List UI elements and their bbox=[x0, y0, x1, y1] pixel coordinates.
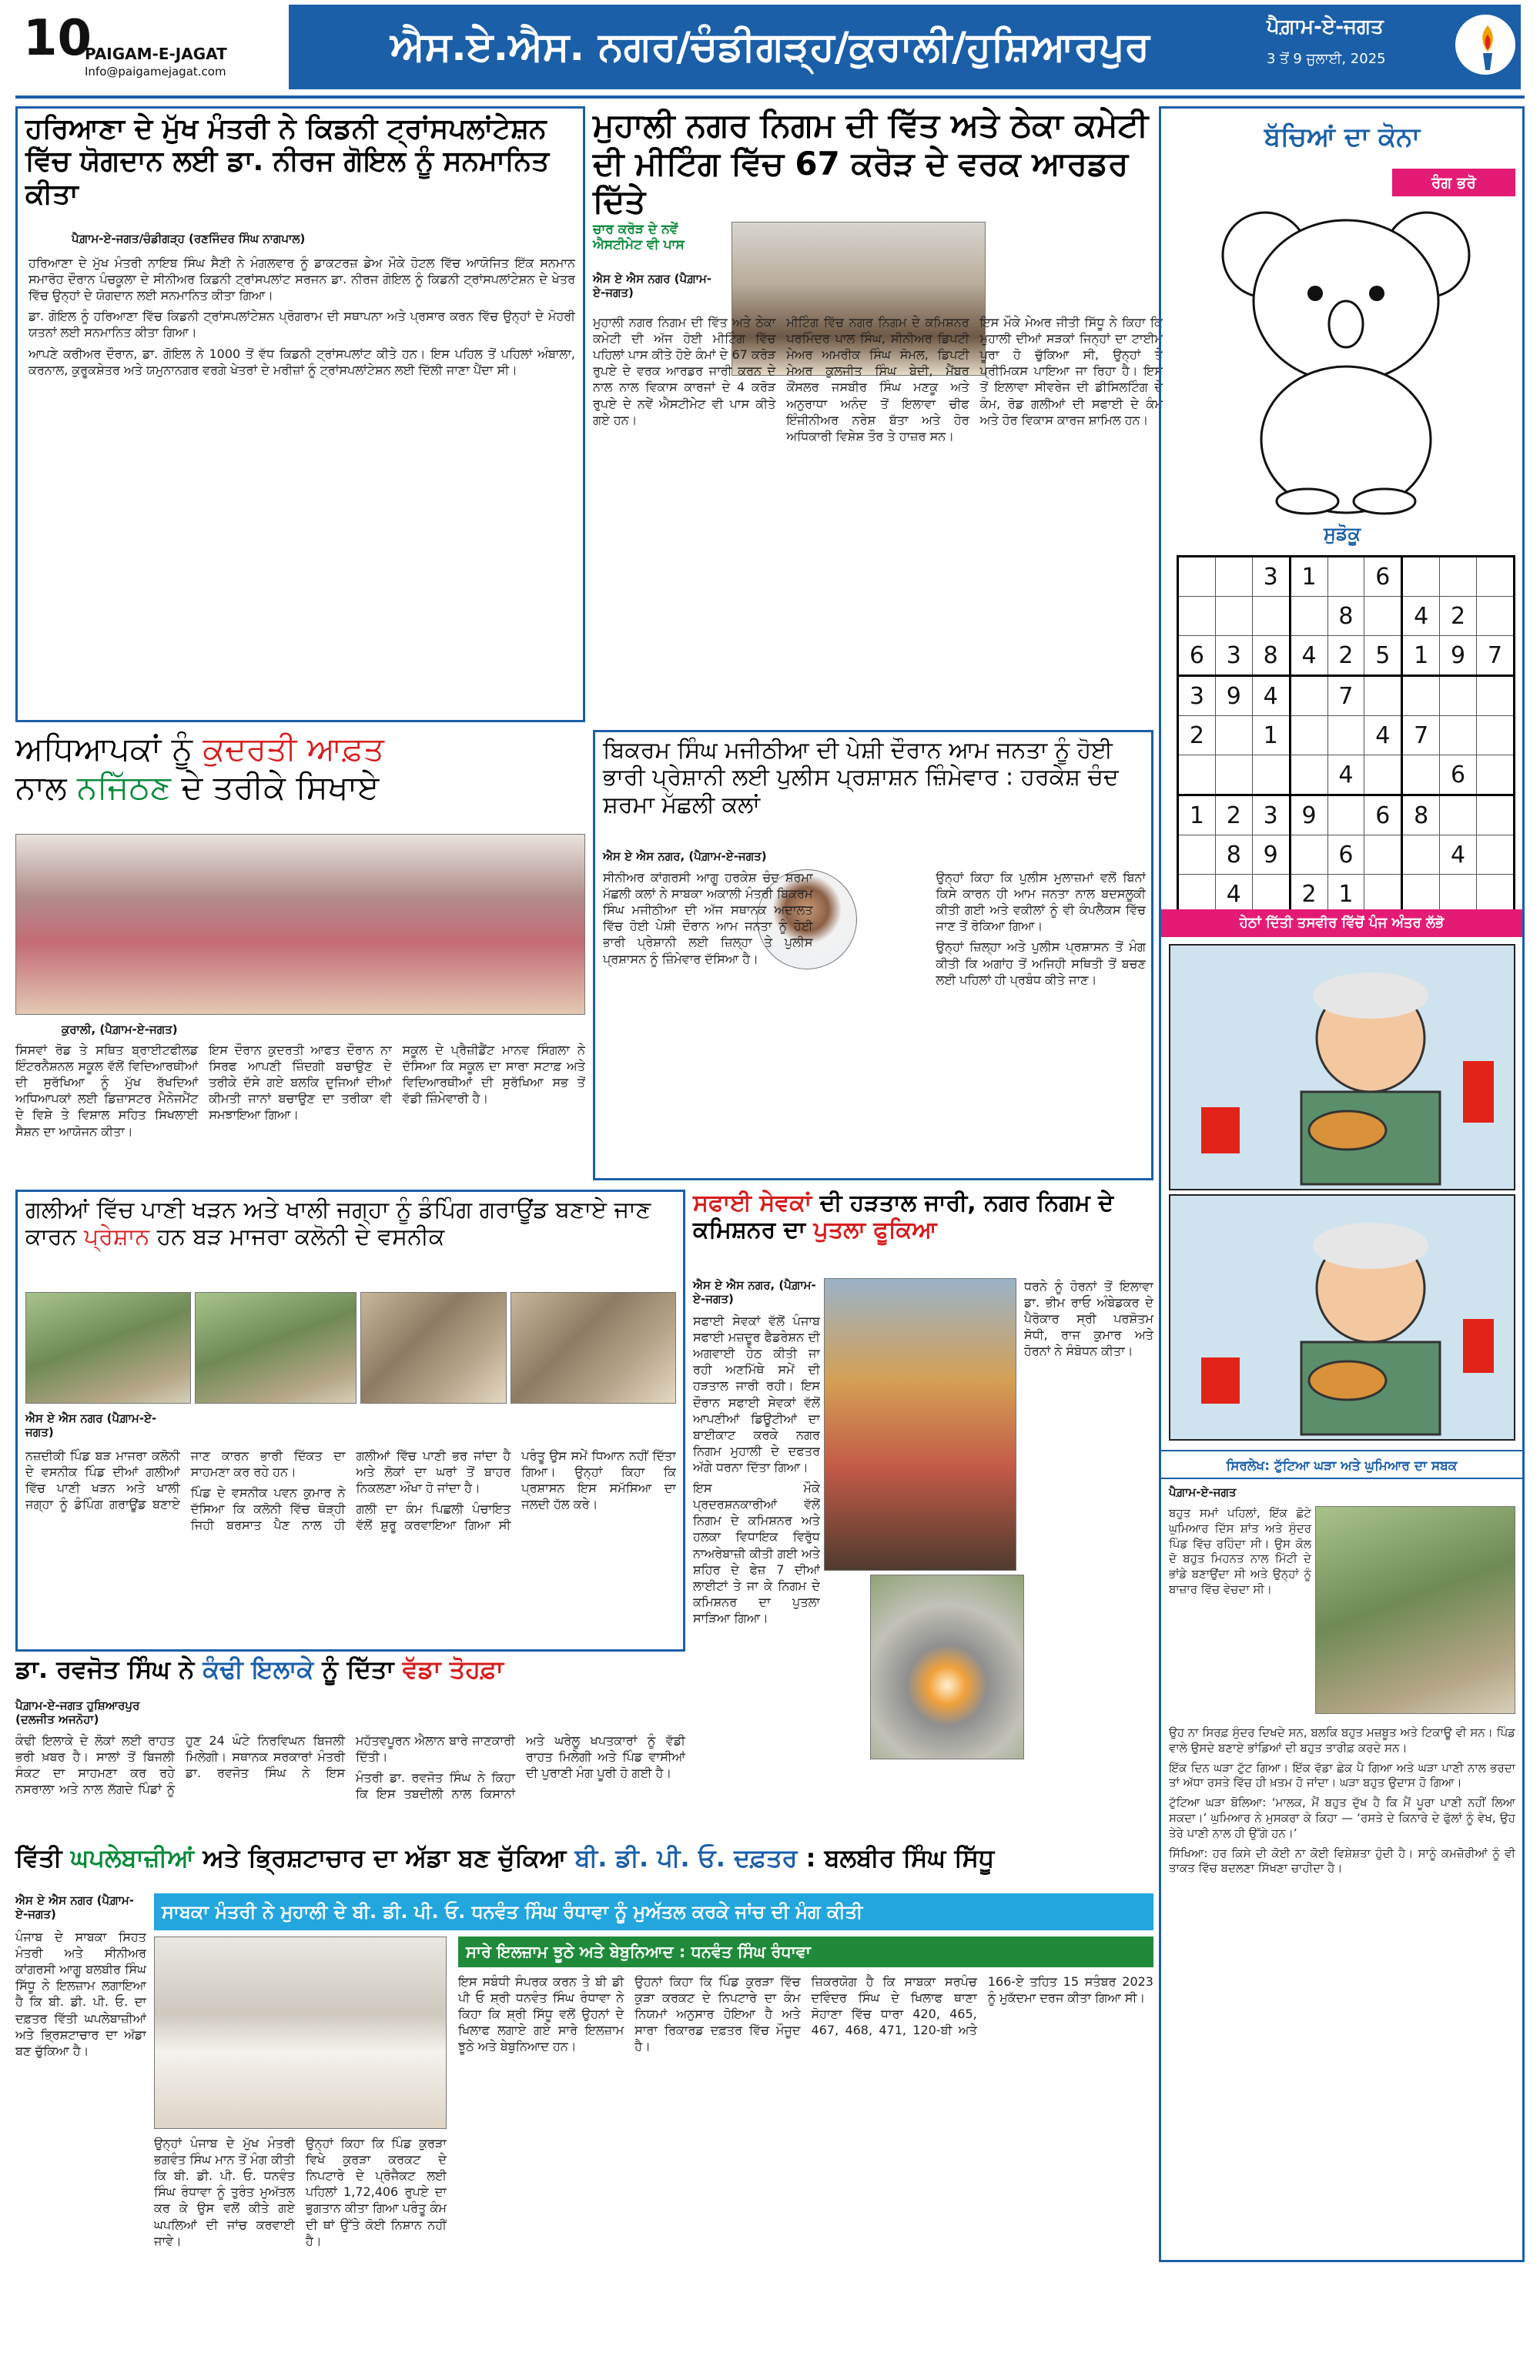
headline-part: ਦੀ ਹੜਤਾਲ ਜਾਰੀ, ਨਗਰ ਨਿਗਮ ਦੇ ਕਮਿਸ਼ਨਰ ਦਾ bbox=[693, 1190, 1114, 1244]
sudoku-cell: 2 bbox=[1215, 795, 1252, 835]
waterlogged-street-photo bbox=[25, 1292, 191, 1404]
effigy-burning-photo bbox=[870, 1575, 1024, 1759]
sudoku-row bbox=[1178, 676, 1515, 716]
sudoku-cell: 2 bbox=[1440, 597, 1477, 636]
sudoku-cell: 1 bbox=[1252, 716, 1290, 755]
article-headline[interactable] bbox=[15, 1655, 685, 1694]
sudoku-cell: 9 bbox=[1215, 676, 1252, 716]
paragraph: ਉਹ ਨਾ ਸਿਰਫ਼ ਸੁੰਦਰ ਦਿਖਦੇ ਸਨ, ਬਲਕਿ ਬਹੁਤ ਮਜ਼ਬੂਤ ਅਤੇ ਟਿਕਾਊ ਵੀ ਸਨ। ਪਿੰਡ ਵਾਲੇ ਉਸਦੇ ਬਣਾਏ ਭਾਂਡਿਆਂ ਦੀ ਬਹੁਤ ਤਾਰੀਫ਼ ਕਰਦੇ ਸਨ। bbox=[1169, 1726, 1515, 1755]
sudoku-cell[interactable] bbox=[1440, 716, 1477, 755]
paragraph: ਇੱਕ ਦਿਨ ਘੜਾ ਟੁੱਟ ਗਿਆ। ਇੱਕ ਵੱਡਾ ਛੇਕ ਪੈ ਗਿਆ ਅਤੇ ਘੜਾ ਪਾਣੀ ਨਾਲ ਭਰਦਾ ਤਾਂ ਅੱਧਾ ਰਸਤੇ ਵਿੱਚ ਹੀ ਖ਼ਤਮ ਹੋ ਜਾਂਦਾ। ਘੜਾ ਬਹੁਤ ਉਦਾਸ ਹੋ ਗਿਆ। bbox=[1169, 1760, 1515, 1790]
sudoku-cell[interactable] bbox=[1477, 875, 1515, 915]
sudoku-cell: 2 bbox=[1327, 636, 1364, 676]
headline-part: ਅਧਿਆਪਕਾਂ ਨੂੰ bbox=[15, 730, 203, 768]
man-eating-cartoon-icon bbox=[1170, 946, 1514, 1189]
paragraph: ਸਿੱਖਿਆ: ਹਰ ਕਿਸੇ ਦੀ ਕੋਈ ਨਾ ਕੋਈ ਵਿਸ਼ੇਸ਼ਤਾ ਹੁੰਦੀ ਹੈ। ਸਾਨੂੰ ਕਮਜ਼ੋਰੀਆਂ ਨੂੰ ਵੀ ਤਾਕਤ ਵਿੱਚ ਬਦਲਣਾ ਸਿੱਖਣਾ ਚਾਹੀਦਾ ਹੈ। bbox=[1169, 1846, 1515, 1876]
section-title: ਐਸ.ਏ.ਐਸ. ਨਗਰ/ਚੰਡੀਗੜ੍ਹ/ਕੁਰਾਲੀ/ਹੁਸ਼ਿਆਰਪੁਰ bbox=[289, 5, 1251, 89]
headline-highlight: ਬੀ. ਡੀ. ਪੀ. ਓ. ਦਫ਼ਤਰ bbox=[574, 1843, 798, 1873]
paragraph: ਮੀਟਿੰਗ ਵਿੱਚ ਨਗਰ ਨਿਗਮ ਦੇ ਕਮਿਸ਼ਨਰ ਪਰਮਿੰਦਰ ਪਾਲ ਸਿੰਘ, ਸੀਨੀਅਰ ਡਿਪਟੀ ਮੇਅਰ ਅਮਰੀਕ ਸਿੰਘ ਸੋਮਲ, ਡਿਪਟੀ ਮੇਅਰ ਕੁਲਜੀਤ ਸਿੰਘ ਬੇਦੀ, ਮੈਂਬਰ ਕੌਂਸਲਰ ਜਸਬੀਰ ਸਿੰਘ ਮਣਕੂ ਅਤੇ ਅਨੁਰਾਧਾ ਅਨੰਦ ਤੋਂ ਇਲਾਵਾ ਚੀਫ ਇੰਜੀਨੀਅਰ ਨਰੇਸ਼ ਬੱਤਾ ਅਤੇ ਹੋਰ ਅਧਿਕਾਰੀ ਵਿਸ਼ੇਸ਼ ਤੌਰ ਤੇ ਹਾਜ਼ਰ ਸਨ। bbox=[786, 315, 969, 444]
article-headline[interactable]: ਮੁਹਾਲੀ ਨਗਰ ਨਿਗਮ ਦੀ ਵਿੱਤ ਅਤੇ ਠੇਕਾ ਕਮੇਟੀ ਦੀ ਮੀਟਿੰਗ ਵਿੱਚ 67 ਕਰੋੜ ਦੇ ਵਰਕ ਆਰਡਰ ਦਿੱਤੇ bbox=[593, 106, 1149, 221]
article-majithia bbox=[593, 730, 1153, 1180]
randhawa-body bbox=[458, 1973, 1153, 2370]
paragraph: ਟੁੱਟਿਆ ਘੜਾ ਬੋਲਿਆ: ‘ਮਾਲਕ, ਮੈਂ ਬਹੁਤ ਦੁੱਖ ਹੈ ਕਿ ਮੈਂ ਪੂਰਾ ਪਾਣੀ ਨਹੀਂ ਲਿਆ ਸਕਦਾ।’ ਘੁਮਿਆਰ ਨੇ ਮੁਸਕਰਾ ਕੇ ਕਿਹਾ — ‘ਰਸਤੇ ਦੇ ਕਿਨਾਰੇ ਦੇ ਫੁੱਲਾਂ ਨੂੰ ਵੇਖ, ਉਹ ਤੇਰੇ ਪਾਣੀ ਨਾਲ ਹੀ ਉੱਗੇ ਹਨ।’ bbox=[1169, 1796, 1515, 1840]
paragraph: ਮੰਤਰੀ ਡਾ. ਰਵਜੋਤ ਸਿੰਘ ਨੇ ਕਿਹਾ ਕਿ ਇਸ ਤਬਦੀਲੀ ਨਾਲ ਕਿਸਾਨਾਂ ਅਤੇ ਘਰੇਲੂ ਖਪਤਕਾਰਾਂ ਨੂੰ ਵੱਡੀ ਰਾਹਤ ਮਿਲੇਗੀ ਅਤੇ ਪਿੰਡ ਵਾਸੀਆਂ ਦੀ ਪੁਰਾਣੀ ਮੰਗ ਪੂਰੀ ਹੋ ਗਈ ਹੈ। bbox=[356, 1733, 685, 1802]
sudoku-cell[interactable] bbox=[1402, 875, 1440, 915]
article-headline[interactable]: ਬਿਕਰਮ ਸਿੰਘ ਮਜੀਠੀਆ ਦੀ ਪੇਸ਼ੀ ਦੌਰਾਨ ਆਮ ਜਨਤਾ ਨੂੰ ਹੋਈ ਭਾਰੀ ਪ੍ਰੇਸ਼ਾਨੀ ਲਈ ਪੁਲੀਸ ਪ੍ਰਸ਼ਾਸ਼ਨ ਜ਼ਿੰਮੇਵਾਰ : ਹਰਕੇਸ਼ ਚੰਦ ਸ਼ਰਮਾ ਮੱਛਲੀ ਕਲਾਂ bbox=[603, 737, 1119, 818]
headline-part: ਨੂੰ ਦਿੱਤਾ bbox=[313, 1655, 403, 1684]
sudoku-cell[interactable] bbox=[1364, 875, 1402, 915]
paragraph: ਆਪਣੇ ਕਰੀਅਰ ਦੌਰਾਨ, ਡਾ. ਗੋਇਲ ਨੇ 1000 ਤੋਂ ਵੱਧ ਕਿਡਨੀ ਟ੍ਰਾਂਸਪਲਾਂਟ ਕੀਤੇ ਹਨ। ਇਸ ਪਹਿਲ ਤੋਂ ਪਹਿਲਾਂ ਅੰਬਾਲਾ, ਕਰਨਾਲ, ਕੁਰੂਕਸ਼ੇਤਰ ਅਤੇ ਯਮੁਨਾਨਗਰ ਵਰਗੇ ਖੇਤਰਾਂ ਦੇ ਮਰੀਜ਼ਾਂ ਨੂੰ ਟ੍ਰਾਂਸਪਲਾਂਟੇਸ਼ਨ ਲਈ ਦਿੱਲੀ ਜਾਣਾ ਪੈਂਦਾ ਸੀ। bbox=[28, 346, 575, 377]
sudoku-cell: 4 bbox=[1364, 716, 1402, 755]
sudoku-cell[interactable] bbox=[1477, 835, 1515, 875]
sudoku-cell: 4 bbox=[1440, 835, 1477, 875]
sudoku-row bbox=[1178, 835, 1515, 875]
article-byline: ਐਸ ਏ ਐਸ ਨਗਰ (ਪੈਗ਼ਾਮ-ਏ-ਜਗਤ) bbox=[15, 1893, 135, 1921]
article-subhead: ਚਾਰ ਕਰੋੜ ਦੇ ਨਵੇਂ ਐਸਟੀਮੇਟ ਵੀ ਪਾਸ bbox=[593, 222, 685, 253]
paragraph: ਉਨ੍ਹਾਂ ਕਿਹਾ ਕਿ ਪੁਲੀਸ ਮੁਲਾਜ਼ਮਾਂ ਵਲੋਂ ਬਿਨਾਂ ਕਿਸੇ ਕਾਰਨ ਹੀ ਆਮ ਜਨਤਾ ਨਾਲ ਬਦਸਲੂਕੀ ਕੀਤੀ ਗਈ ਅਤੇ ਵਕੀਲਾਂ ਨੂੰ ਵੀ ਕੰਪਲੈਕਸ ਵਿੱਚ ਜਾਣ ਤੋਂ ਰੋਕਿਆ ਗਿਆ। bbox=[936, 870, 1146, 934]
sudoku-row bbox=[1178, 636, 1515, 676]
sudoku-cell[interactable] bbox=[1215, 597, 1252, 636]
article-byline: ਐਸ ਏ ਐਸ ਨਗਰ, (ਪੈਗ਼ਾਮ-ਏ-ਜਗਤ) bbox=[603, 849, 767, 863]
sudoku-cell: 7 bbox=[1477, 636, 1515, 676]
brand-name: PAIGAM-E-JAGAT bbox=[85, 45, 227, 63]
teachers-group-photo bbox=[15, 834, 585, 1015]
sudoku-cell[interactable] bbox=[1178, 597, 1216, 636]
coloring-koala bbox=[1192, 186, 1500, 517]
paragraph: ਉਨ੍ਹਾਂ ਜ਼ਿਲ੍ਹਾ ਅਤੇ ਪੁਲੀਸ ਪ੍ਰਸ਼ਾਸਨ ਤੋਂ ਮੰਗ ਕੀਤੀ ਕਿ ਅਗਾਂਹ ਤੋਂ ਅਜਿਹੀ ਸਥਿਤੀ ਤੋਂ ਬਚਣ ਲਈ ਪਹਿਲਾਂ ਹੀ ਪ੍ਰਬੰਧ ਕੀਤੇ ਜਾਣ। bbox=[936, 939, 1146, 987]
headline-highlight: ਪੁਤਲਾ ਫੂਕਿਆ bbox=[813, 1217, 937, 1244]
page-number: 10 bbox=[23, 10, 92, 67]
paragraph: ਨਜ਼ਦੀਕੀ ਪਿੰਡ ਬੜ ਮਾਜਰਾ ਕਲੋਨੀ ਦੇ ਵਸਨੀਕ ਪਿੰਡ ਦੀਆਂ ਗਲੀਆਂ ਵਿੱਚ ਪਾਣੀ ਖੜਨ ਅਤੇ ਖਾਲੀ ਜਗ੍ਹਾ ਨੂੰ ਡੰਪਿੰਗ ਗਰਾਊਂਡ ਬਣਾਏ ਜਾਣ ਕਾਰਨ ਭਾਰੀ ਦਿੱਕਤ ਦਾ ਸਾਹਮਣਾ ਕਰ ਰਹੇ ਹਨ। bbox=[25, 1448, 346, 1512]
torch-icon bbox=[1455, 15, 1520, 79]
dumping-ground-photo bbox=[195, 1292, 357, 1404]
sudoku-cell[interactable] bbox=[1477, 676, 1515, 716]
paragraph: ਸਿਸਵਾਂ ਰੋਡ ਤੇ ਸਥਿਤ ਬ੍ਰਾਈਟਫੀਲਡ ਇੰਟਰਨੈਸ਼ਨਲ ਸਕੂਲ ਵੱਲੋਂ ਵਿਦਿਆਰਥੀਆਂ ਦੀ ਸੁਰੱਖਿਆ ਨੂੰ ਮੁੱਖ ਰੱਖਦਿਆਂ ਅਧਿਆਪਕਾਂ ਲਈ ਡਿਜ਼ਾਸਟਰ ਮੈਨੇਜਮੈਂਟ ਦੇ ਵਿਸ਼ੇ ਤੇ ਵਿਸ਼ਾਲ ਸਹਿਤ ਸਿਖਲਾਈ ਸੈਸ਼ਨ ਦਾ ਆਯੋਜਨ ਕੀਤਾ। bbox=[15, 1043, 199, 1139]
story-title: ਸਿਰਲੇਖ: ਟੁੱਟਿਆ ਘੜਾ ਅਤੇ ਘੁਮਿਆਰ ਦਾ ਸਬਕ bbox=[1161, 1450, 1522, 1479]
paragraph: ਡਾ. ਗੋਇਲ ਨੂੰ ਹਰਿਆਣਾ ਵਿੱਚ ਕਿਡਨੀ ਟ੍ਰਾਂਸਪਲਾਂਟੇਸ਼ਨ ਪ੍ਰੋਗਰਾਮ ਦੀ ਸਥਾਪਨਾ ਅਤੇ ਪ੍ਰਸਾਰ ਕਰਨ ਵਿੱਚ ਉਨ੍ਹਾਂ ਦੇ ਮੋਹਰੀ ਯਤਨਾਂ ਲਈ ਸਨਮਾਨਿਤ ਕੀਤਾ ਗਿਆ। bbox=[28, 309, 575, 340]
issue-date: 3 ਤੋਂ 9 ਜੁਲਾਈ, 2025 bbox=[1267, 51, 1386, 67]
sudoku-cell[interactable] bbox=[1477, 755, 1515, 795]
coloring-label: ਰੰਗ ਭਰੋ bbox=[1392, 169, 1515, 196]
sudoku-cell[interactable] bbox=[1364, 597, 1402, 636]
paragraph: ਧਰਨੇ ਨੂੰ ਹੋਰਨਾਂ ਤੋਂ ਇਲਾਵਾ ਡਾ. ਭੀਮ ਰਾਓ ਅੰਬੇਡਕਰ ਦੇ ਪੈਰੋਕਾਰ ਸ੍ਰੀ ਪਰਸ਼ੋਤਮ ਸੋਧੀ, ਰਾਜ ਕੁਮਾਰ ਅਤੇ ਹੋਰਨਾਂ ਨੇ ਸੰਬੋਧਨ ਕੀਤਾ। bbox=[1024, 1279, 1153, 1359]
headline-part: ਦੇ ਤਰੀਕੇ ਸਿਖਾਏ bbox=[171, 768, 380, 806]
headline-part: ਹਨ ਬੜ ਮਾਜਰਾ ਕਲੋਨੀ ਦੇ ਵਸਨੀਕ bbox=[149, 1223, 445, 1251]
sudoku-cell[interactable] bbox=[1364, 835, 1402, 875]
article-body bbox=[593, 314, 1163, 715]
pots-illustration bbox=[1315, 1506, 1515, 1714]
article-body bbox=[603, 869, 1146, 1173]
headline-highlight: ਵੱਡਾ ਤੋਹਫ਼ਾ bbox=[402, 1655, 504, 1684]
sudoku-title: ਸੁਡੋਕੂ bbox=[1169, 518, 1515, 549]
sudoku-cell[interactable] bbox=[1477, 597, 1515, 636]
article-headline[interactable]: ਹਰਿਆਣਾ ਦੇ ਮੁੱਖ ਮੰਤਰੀ ਨੇ ਕਿਡਨੀ ਟ੍ਰਾਂਸਪਲਾਂਟੇਸ਼ਨ ਵਿੱਚ ਯੋਗਦਾਨ ਲਈ ਡਾ. ਨੀਰਜ ਗੋਇਲ ਨੂੰ ਸਨਮਾਨਿਤ ਕੀਤਾ bbox=[25, 113, 550, 210]
story-byline: ਪੈਗ਼ਾਮ-ਏ-ਜਗਤ bbox=[1169, 1485, 1237, 1499]
sudoku-cell[interactable] bbox=[1402, 835, 1440, 875]
sudoku-cell[interactable] bbox=[1477, 557, 1515, 597]
sudoku-table bbox=[1177, 555, 1515, 916]
article-body-left bbox=[693, 1313, 820, 1829]
sudoku-cell: 4 bbox=[1215, 875, 1252, 915]
paragraph: ਗਲੀ ਦਾ ਕੰਮ ਪਿਛਲੀ ਪੰਚਾਇਤ ਵੱਲੋਂ ਸ਼ੁਰੂ ਕਰਵਾਇਆ ਗਿਆ ਸੀ ਪਰੰਤੂ ਉਸ ਸਮੇਂ ਧਿਆਨ ਨਹੀਂ ਦਿੱਤਾ ਗਿਆ। ਉਨ੍ਹਾਂ ਕਿਹਾ ਕਿ ਪ੍ਰਸ਼ਾਸਨ ਇਸ ਸਮੱਸਿਆ ਦਾ ਜਲਦੀ ਹੱਲ ਕਰੇ। bbox=[356, 1448, 676, 1533]
paragraph: ਇਸ ਦੌਰਾਨ ਕੁਦਰਤੀ ਆਫਤ ਦੌਰਾਨ ਨਾ ਸਿਰਫ ਆਪਣੀ ਜ਼ਿੰਦਗੀ ਬਚਾਉਣ ਦੇ ਤਰੀਕੇ ਦੱਸੇ ਗਏ ਬਲਕਿ ਦੁਜਿਆਂ ਦੀਆਂ ਕੀਮਤੀ ਜਾਨਾਂ ਬਚਾਉਣ ਦਾ ਤਰੀਕਾ ਵੀ ਸਮਝਾਇਆ ਗਿਆ। bbox=[209, 1043, 392, 1123]
sudoku-cell[interactable] bbox=[1215, 716, 1252, 755]
sudoku-row bbox=[1178, 716, 1515, 755]
sudoku-cell[interactable] bbox=[1364, 755, 1402, 795]
sudoku-cell[interactable] bbox=[1178, 875, 1216, 915]
sudoku-cell: 9 bbox=[1290, 795, 1327, 835]
sudoku-cell: 6 bbox=[1364, 795, 1402, 835]
paragraph: ਕੰਢੀ ਇਲਾਕੇ ਦੇ ਲੋਕਾਂ ਲਈ ਰਾਹਤ ਭਰੀ ਖ਼ਬਰ ਹੈ। ਸਾਲਾਂ ਤੋਂ ਬਿਜਲੀ ਸੰਕਟ ਦਾ ਸਾਹਮਣਾ ਕਰ ਰਹੇ ਨਸਰਾਲਾ ਅਤੇ ਨਾਲ ਲੱਗਦੇ ਪਿੰਡਾਂ ਨੂੰ ਹੁਣ 24 ਘੰਟੇ ਨਿਰਵਿਘਨ ਬਿਜਲੀ ਮਿਲੇਗੀ। ਸਥਾਨਕ ਸਰਕਾਰਾਂ ਮੰਤਰੀ ਡਾ. ਰਵਜੋਤ ਸਿੰਘ ਨੇ ਇਸ ਮਹੱਤਵਪੂਰਨ ਐਲਾਨ ਬਾਰੇ ਜਾਣਕਾਰੀ ਦਿੱਤੀ। bbox=[15, 1733, 515, 1797]
kids-corner bbox=[1159, 106, 1525, 2262]
sudoku-cell[interactable] bbox=[1178, 835, 1216, 875]
article-body-right bbox=[154, 2135, 447, 2370]
headline-part: ਅਤੇ ਭ੍ਰਿਸ਼ਟਾਚਾਰ ਦਾ ਅੱਡਾ ਬਣ ਚੁੱਕਿਆ bbox=[194, 1843, 575, 1873]
headline-highlight: ਘਪਲੇਬਾਜ਼ੀਆਂ bbox=[70, 1843, 195, 1873]
page-header bbox=[0, 0, 1540, 96]
protest-photo bbox=[824, 1278, 1016, 1571]
paragraph: ਬਹੁਤ ਸਮਾਂ ਪਹਿਲਾਂ, ਇੱਕ ਛੋਟੇ ਘੁਮਿਆਰ ਦਿੱਸ ਸ਼ਾਂਤ ਅਤੇ ਸੁੰਦਰ ਪਿੰਡ ਵਿੱਚ ਰਹਿੰਦਾ ਸੀ। ਉਸ ਕੋਲ ਦੋ ਬਹੁਤ ਮਿਹਨਤ ਨਾਲ ਮਿੱਟੀ ਦੇ ਭਾਂਡੇ ਬਣਾਉਂਦਾ ਸੀ ਅਤੇ ਉਨ੍ਹਾਂ ਨੂੰ ਬਾਜ਼ਾਰ ਵਿੱਚ ਵੇਚਦਾ ਸੀ। bbox=[1169, 1506, 1311, 1596]
article-kandi bbox=[15, 1655, 685, 1836]
sudoku-cell[interactable] bbox=[1178, 755, 1216, 795]
sudoku-cell: 1 bbox=[1178, 795, 1216, 835]
sudoku-cell: 5 bbox=[1364, 636, 1402, 676]
sudoku-cell[interactable] bbox=[1440, 795, 1477, 835]
paragraph: ਸਫਾਈ ਸੇਵਕਾਂ ਵੱਲੋਂ ਪੰਜਾਬ ਸਫਾਈ ਮਜ਼ਦੂਰ ਫੈਡਰੇਸ਼ਨ ਦੀ ਅਗਵਾਈ ਹੇਠ ਕੀਤੀ ਜਾ ਰਹੀ ਅਣਮਿੱਥੇ ਸਮੇਂ ਦੀ ਹੜਤਾਲ ਜਾਰੀ ਰਹੀ। ਇਸ ਦੌਰਾਨ ਸਫਾਈ ਸੇਵਕਾਂ ਵੱਲੋਂ ਆਪਣੀਆਂ ਡਿਊਟੀਆਂ ਦਾ ਬਾਈਕਾਟ ਕਰਕੇ ਨਗਰ ਨਿਗਮ ਮੁਹਾਲੀ ਦੇ ਦਫਤਰ ਅੱਗੇ ਧਰਨਾ ਦਿੱਤਾ ਗਿਆ। bbox=[693, 1314, 820, 1475]
article-headline[interactable] bbox=[693, 1190, 1153, 1274]
headline-highlight: ਕੁਦਰਤੀ ਆਫ਼ਤ bbox=[203, 730, 384, 768]
sudoku-cell: 4 bbox=[1252, 676, 1290, 716]
sudoku-cell[interactable] bbox=[1402, 557, 1440, 597]
sudoku-cell: 9 bbox=[1252, 835, 1290, 875]
article-byline: ਐਸ ਏ ਐਸ ਨਗਰ (ਪੈਗ਼ਾਮ-ਏ-ਜਗਤ) bbox=[25, 1411, 157, 1439]
paragraph: ਉਹਨਾਂ ਕਿਹਾ ਕਿ ਪਿੰਡ ਕੁਰੜਾ ਵਿੱਚ ਕੁੜਾ ਕਰਕਟ ਦੇ ਨਿਪਟਾਰੇ ਦਾ ਕੰਮ ਨਿਯਮਾਂ ਅਨੁਸਾਰ ਹੋਇਆ ਹੈ ਅਤੇ ਸਾਰਾ ਰਿਕਾਰਡ ਦਫ਼ਤਰ ਵਿੱਚ ਮੌਜੂਦ ਹੈ। bbox=[634, 1974, 801, 2054]
headline-part: : ਬਲਬੀਰ ਸਿੰਘ ਸਿੱਧੂ bbox=[797, 1843, 995, 1873]
headline-part: ਗਲੀਆਂ ਵਿੱਚ ਪਾਣੀ ਖੜਨ ਅਤੇ ਖਾਲੀ ਜਗ੍ਹਾ ਨੂੰ ਡੰਪਿੰਗ ਗਰਾਊਂਡ ਬਣਾਏ ਜਾਣ ਕਾਰਨ bbox=[25, 1197, 651, 1251]
spot-difference-title: ਹੇਠਾਂ ਦਿੱਤੀ ਤਸਵੀਰ ਵਿੱਚੋਂ ਪੰਜ ਅੰਤਰ ਲੱਭੋ bbox=[1161, 909, 1522, 937]
sudoku-row bbox=[1178, 597, 1515, 636]
paragraph: ਸੀਨੀਅਰ ਕਾਂਗਰਸੀ ਆਗੂ ਹਰਕੇਸ਼ ਚੰਦ ਸ਼ਰਮਾ ਮੱਛਲੀ ਕਲਾਂ ਨੇ ਸਾਬਕਾ ਅਕਾਲੀ ਮੰਤਰੀ ਬਿਕਰਮ ਸਿੰਘ ਮਜੀਠੀਆ ਦੀ ਅੱਜ ਸਥਾਨਕ ਅਦਾਲਤ ਵਿੱਚ ਹੋਈ ਪੇਸ਼ੀ ਦੌਰਾਨ ਆਮ ਜਨਤਾ ਨੂੰ ਹੋਈ ਭਾਰੀ ਪ੍ਰੇਸ਼ਾਨੀ ਲਈ ਜ਼ਿਲ੍ਹਾ ਤੇ ਪੁਲੀਸ ਪ੍ਰਸ਼ਾਸਨ ਨੂੰ ਜ਼ਿੰਮੇਵਾਰ ਦੱਸਿਆ ਹੈ। bbox=[603, 870, 813, 966]
article-headline[interactable] bbox=[25, 1197, 676, 1289]
sudoku-cell[interactable] bbox=[1440, 875, 1477, 915]
sudoku-cell: 7 bbox=[1402, 716, 1440, 755]
sudoku-cell[interactable] bbox=[1327, 557, 1364, 597]
paragraph: ਇਸ ਮੌਕੇ ਮੇਅਰ ਜੀਤੀ ਸਿੱਧੂ ਨੇ ਕਿਹਾ ਕਿ ਮੁਹਾਲੀ ਦੀਆਂ ਸੜਕਾਂ ਜਿਨ੍ਹਾਂ ਦਾ ਟਾਈਮ ਪੂਰਾ ਹੋ ਚੁੱਕਿਆ ਸੀ, ਉਨ੍ਹਾਂ ਤੇ ਪ੍ਰੀਮਿਕਸ ਪਾਇਆ ਜਾ ਰਿਹਾ ਹੈ। ਇਸ ਤੋਂ ਇਲਾਵਾ ਸੀਵਰੇਜ ਦੀ ਡੀਸਿਲਟਿੰਗ ਦੇ ਕੰਮ, ਰੋਡ ਗਲੀਆਂ ਦੀ ਸਫਾਈ ਦੇ ਕੰਮ ਅਤੇ ਹੋਰ ਵਿਕਾਸ ਕਾਰਜ ਸ਼ਾਮਿਲ ਹਨ। bbox=[979, 315, 1163, 427]
sudoku-cell: 4 bbox=[1327, 755, 1364, 795]
sudoku-cell[interactable] bbox=[1402, 755, 1440, 795]
story-body bbox=[1169, 1506, 1311, 1722]
sudoku-cell: 6 bbox=[1364, 557, 1402, 597]
headline-highlight: ਸਫਾਈ ਸੇਵਕਾਂ bbox=[693, 1190, 812, 1217]
article-byline: ਕੁਰਾਲੀ, (ਪੈਗ਼ਾਮ-ਏ-ਜਗਤ) bbox=[62, 1023, 178, 1036]
sudoku-cell[interactable] bbox=[1290, 755, 1327, 795]
sudoku-cell[interactable] bbox=[1440, 557, 1477, 597]
kids-title: ਬੱਚਿਆਂ ਦਾ ਕੋਨਾ bbox=[1169, 115, 1515, 159]
sudoku-row bbox=[1178, 875, 1515, 915]
sudoku-cell[interactable] bbox=[1252, 597, 1290, 636]
paragraph: ਜ਼ਿਕਰਯੋਗ ਹੈ ਕਿ ਸਾਬਕਾ ਸਰਪੰਚ ਦਵਿੰਦਰ ਸਿੰਘ ਦੇ ਖਿਲਾਫ ਥਾਣਾ ਸੋਹਾਣਾ ਵਿੱਚ ਧਾਰਾ 420, 465, 467, 468, 471, 120-ਬੀ ਅਤੇ 166-ਏ ਤਹਿਤ 15 ਸਤੰਬਰ 2023 ਨੂੰ ਮੁਕੱਦਮਾ ਦਰਜ ਕੀਤਾ ਗਿਆ ਸੀ। bbox=[811, 1974, 1153, 2038]
sudoku-cell[interactable] bbox=[1290, 835, 1327, 875]
story-body-continued bbox=[1169, 1726, 1515, 2257]
headline-part: ਵਿੱਤੀ bbox=[15, 1843, 71, 1873]
sudoku-cell: 2 bbox=[1290, 875, 1327, 915]
sudoku-cell: 6 bbox=[1440, 755, 1477, 795]
sudoku-cell[interactable] bbox=[1252, 755, 1290, 795]
headline-part: ਡਾ. ਰਵਜੋਤ ਸਿੰਘ ਨੇ bbox=[15, 1655, 203, 1684]
paragraph: ਪਿੰਡ ਦੇ ਵਸਨੀਕ ਪਵਨ ਕੁਮਾਰ ਨੇ ਦੱਸਿਆ ਕਿ ਕਲੋਨੀ ਵਿੱਚ ਥੋੜ੍ਹੀ ਜਿਹੀ ਬਰਸਾਤ ਪੈਣ ਨਾਲ ਹੀ ਗਲੀਆਂ ਵਿੱਚ ਪਾਣੀ ਭਰ ਜਾਂਦਾ ਹੈ ਅਤੇ ਲੋਕਾਂ ਦਾ ਘਰਾਂ ਤੋਂ ਬਾਹਰ ਨਿਕਲਣਾ ਔਖਾ ਹੋ ਜਾਂਦਾ ਹੈ। bbox=[190, 1448, 511, 1533]
article-body-left bbox=[15, 1929, 146, 2372]
headline-highlight: ਕੰਢੀ ਇਲਾਕੇ bbox=[203, 1655, 314, 1684]
sudoku-cell: 3 bbox=[1252, 557, 1290, 597]
headline-highlight: ਪ੍ਰੇਸ਼ਾਨ bbox=[83, 1223, 150, 1251]
residents-photo bbox=[360, 1292, 507, 1404]
article-water bbox=[15, 1190, 685, 1652]
sudoku-cell: 8 bbox=[1402, 795, 1440, 835]
sudoku-row bbox=[1178, 755, 1515, 795]
randhawa-strip: ਸਾਰੇ ਇਲਜ਼ਾਮ ਝੂਠੇ ਅਤੇ ਬੇਬੁਨਿਆਦ : ਧਨਵੰਤ ਸਿੰਘ ਰੰਧਾਵਾ bbox=[458, 1936, 1153, 1967]
article-body bbox=[15, 1732, 685, 1833]
article-body bbox=[28, 255, 575, 713]
sudoku-cell: 3 bbox=[1178, 676, 1216, 716]
masthead-right bbox=[1251, 5, 1521, 89]
balbir-sidhu-photo bbox=[154, 1936, 447, 2129]
sudoku-cell[interactable] bbox=[1364, 676, 1402, 716]
sudoku-cell: 8 bbox=[1252, 636, 1290, 676]
sudoku-cell: 8 bbox=[1327, 597, 1364, 636]
sudoku-cell[interactable] bbox=[1215, 755, 1252, 795]
sudoku-cell: 7 bbox=[1327, 676, 1364, 716]
sudoku-cell[interactable] bbox=[1477, 795, 1515, 835]
paragraph: ਉਨ੍ਹਾਂ ਕਿਹਾ ਕਿ ਪਿੰਡ ਕੁਰੜਾ ਵਿਖੇ ਕੁਰੜਾ ਕਰਕਟ ਦੇ ਨਿਪਟਾਰੇ ਦੇ ਪ੍ਰੋਜੈਕਟ ਲਈ ਪਹਿਲਾਂ 1,72,406 ਰੁਪਏ ਦਾ ਭੁਗਤਾਨ ਕੀਤਾ ਗਿਆ ਪਰੰਤੂ ਕੰਮ ਦੀ ਥਾਂ ਉੱਤੇ ਕੋਈ ਨਿਸ਼ਾਨ ਨਹੀਂ ਹੈ। bbox=[306, 2136, 447, 2248]
man-eating-cartoon-icon bbox=[1170, 1196, 1514, 1439]
paragraph: ਇਸ ਮੌਕੇ ਪ੍ਰਦਰਸ਼ਨਕਾਰੀਆਂ ਵੱਲੋਂ ਨਿਗਮ ਦੇ ਕਮਿਸ਼ਨਰ ਅਤੇ ਹਲਕਾ ਵਿਧਾਇਕ ਵਿਰੁੱਧ ਨਾਅਰੇਬਾਜ਼ੀ ਕੀਤੀ ਗਈ ਅਤੇ ਸ਼ਹਿਰ ਦੇ ਫੇਜ਼ 7 ਦੀਆਂ ਲਾਈਟਾਂ ਤੇ ਜਾ ਕੇ ਨਿਗਮ ਦੇ ਕਮਿਸ਼ਨਰ ਦਾ ਪੁਤਲਾ ਸਾੜਿਆ ਗਿਆ। bbox=[693, 1481, 820, 1625]
paper-name: ਪੈਗ਼ਾਮ-ਏ-ਜਗਤ bbox=[1267, 15, 1384, 38]
sudoku-cell: 4 bbox=[1290, 636, 1327, 676]
sudoku-cell[interactable] bbox=[1290, 716, 1327, 755]
article-byline: ਪੈਗ਼ਾਮ-ਏ-ਜਗਤ/ਚੰਡੀਗੜ੍ਹ (ਰਣਜਿੰਦਰ ਸਿੰਘ ਨਾਗਪਾਲ) bbox=[72, 232, 306, 246]
sudoku-cell[interactable] bbox=[1327, 795, 1364, 835]
article-body-right bbox=[1024, 1278, 1153, 1829]
sudoku-cell: 9 bbox=[1440, 636, 1477, 676]
cartoon-bottom bbox=[1169, 1194, 1515, 1441]
sudoku-cell[interactable] bbox=[1215, 557, 1252, 597]
sudoku-cell[interactable] bbox=[1402, 676, 1440, 716]
headline-highlight: ਨਜਿੱਠਣ bbox=[77, 768, 172, 806]
article-headline[interactable] bbox=[15, 1844, 1153, 1887]
header-rule bbox=[15, 95, 1525, 99]
header-email[interactable]: Info@paigamejagat.com bbox=[85, 65, 226, 79]
article-safai bbox=[693, 1190, 1153, 1836]
article-byline: ਐਸ ਏ ਐਸ ਨਗਰ, (ਪੈਗ਼ਾਮ-ਏ-ਜਗਤ) bbox=[693, 1278, 816, 1306]
bdpo-strip: ਸਾਬਕਾ ਮੰਤਰੀ ਨੇ ਮੁਹਾਲੀ ਦੇ ਬੀ. ਡੀ. ਪੀ. ਓ. ਧਨਵੰਤ ਸਿੰਘ ਰੰਧਾਵਾ ਨੂੰ ਮੁਅੱਤਲ ਕਰਕੇ ਜਾਂਚ ਦੀ ਮੰਗ ਕੀਤੀ bbox=[154, 1893, 1153, 1930]
sudoku-cell[interactable] bbox=[1290, 676, 1327, 716]
sudoku-cell: 3 bbox=[1252, 795, 1290, 835]
sudoku-cell: 4 bbox=[1402, 597, 1440, 636]
article-headline[interactable] bbox=[15, 730, 585, 830]
article-byline: ਐਸ ਏ ਐਸ ਨਗਰ (ਪੈਗ਼ਾਮ-ਏ-ਜਗਤ) bbox=[593, 272, 712, 300]
residents-group-photo bbox=[511, 1292, 676, 1404]
article-mohali bbox=[593, 106, 1163, 722]
sudoku-cell[interactable] bbox=[1440, 676, 1477, 716]
article-byline: ਪੈਗ਼ਾਮ-ਏ-ਜਗਤ ਹੁਸ਼ਿਆਰਪੁਰ (ਦਲਜੀਤ ਅਜਨੋਹਾ) bbox=[15, 1699, 140, 1726]
paragraph: ਮੁਹਾਲੀ ਨਗਰ ਨਿਗਮ ਦੀ ਵਿੱਤ ਅਤੇ ਠੇਕਾ ਕਮੇਟੀ ਦੀ ਅੱਜ ਹੋਈ ਮੀਟਿੰਗ ਵਿੱਚ ਪਹਿਲਾਂ ਪਾਸ ਕੀਤੇ ਹੋਏ ਕੰਮਾਂ ਦੇ 67 ਕਰੋੜ ਰੁਪਏ ਦੇ ਵਰਕ ਆਰਡਰ ਜਾਰੀ ਕਰਨ ਦੇ ਨਾਲ ਨਾਲ ਵਿਕਾਸ ਕਾਰਜਾਂ ਦੇ 4 ਕਰੋੜ ਰੁਪਏ ਦੇ ਨਵੇਂ ਐਸਟੀਮੇਟ ਵੀ ਪਾਸ ਕੀਤੇ ਗਏ ਹਨ। bbox=[593, 315, 776, 427]
sudoku-cell[interactable] bbox=[1178, 557, 1216, 597]
cartoon-top bbox=[1169, 944, 1515, 1190]
sudoku-row bbox=[1178, 795, 1515, 835]
sudoku-cell: 2 bbox=[1178, 716, 1216, 755]
headline-part: ਨਾਲ bbox=[15, 768, 78, 806]
paper-logo bbox=[1453, 12, 1518, 77]
paragraph: ਉਨ੍ਹਾਂ ਪੰਜਾਬ ਦੇ ਮੁੱਖ ਮੰਤਰੀ ਭਗਵੰਤ ਸਿੰਘ ਮਾਨ ਤੋਂ ਮੰਗ ਕੀਤੀ ਕਿ ਬੀ. ਡੀ. ਪੀ. ਓ. ਧਨਵੰਤ ਸਿੰਘ ਰੰਧਾਵਾ ਨੂੰ ਤੁਰੰਤ ਮੁਅੱਤਲ ਕਰ ਕੇ ਉਸ ਵਲੋਂ ਕੀਤੇ ਗਏ ਘਪਲਿਆਂ ਦੀ ਜਾਂਚ ਕਰਵਾਈ ਜਾਵੇ। bbox=[154, 2136, 295, 2248]
sudoku-cell[interactable] bbox=[1477, 716, 1515, 755]
sudoku-cell: 3 bbox=[1215, 636, 1252, 676]
sudoku-cell: 8 bbox=[1215, 835, 1252, 875]
article-health bbox=[15, 106, 585, 722]
paragraph: ਪੰਜਾਬ ਦੇ ਸਾਬਕਾ ਸਿਹਤ ਮੰਤਰੀ ਅਤੇ ਸੀਨੀਅਰ ਕਾਂਗਰਸੀ ਆਗੂ ਬਲਬੀਰ ਸਿੰਘ ਸਿੱਧੂ ਨੇ ਇਲਜ਼ਾਮ ਲਗਾਇਆ ਹੈ ਕਿ ਬੀ. ਡੀ. ਪੀ. ਓ. ਦਾ ਦਫ਼ਤਰ ਵਿੱਤੀ ਘਪਲੇਬਾਜ਼ੀਆਂ ਅਤੇ ਭ੍ਰਿਸ਼ਟਾਚਾਰ ਦਾ ਅੱਡਾ ਬਣ ਚੁੱਕਿਆ ਹੈ। bbox=[15, 1930, 146, 2058]
sudoku-cell[interactable] bbox=[1252, 875, 1290, 915]
article-body bbox=[15, 1042, 585, 1173]
sudoku-cell[interactable] bbox=[1327, 716, 1364, 755]
sudoku-cell: 1 bbox=[1402, 636, 1440, 676]
sudoku-row bbox=[1178, 557, 1515, 597]
sudoku-cell: 6 bbox=[1178, 636, 1216, 676]
paragraph: ਸਕੂਲ ਦੇ ਪ੍ਰੈਜ਼ੀਡੈਂਟ ਮਾਨਵ ਸਿੰਗਲਾ ਨੇ ਦੱਸਿਆ ਕਿ ਸਕੂਲ ਦਾ ਸਾਰਾ ਸਟਾਫ਼ ਅਤੇ ਵਿਦਿਆਰਥੀਆਂ ਦੀ ਸੁਰੱਖਿਆ ਸਭ ਤੋਂ ਵੱਡੀ ਜ਼ਿੰਮੇਵਾਰੀ ਹੈ। bbox=[402, 1043, 585, 1106]
article-body bbox=[25, 1448, 676, 1646]
koala-icon bbox=[1192, 186, 1500, 517]
sudoku-cell[interactable] bbox=[1290, 597, 1327, 636]
sudoku-cell: 1 bbox=[1290, 557, 1327, 597]
sudoku-cell: 1 bbox=[1327, 875, 1364, 915]
paragraph: ਇਸ ਸਬੰਧੀ ਸੰਪਰਕ ਕਰਨ ਤੇ ਬੀ ਡੀ ਪੀ ਓ ਸ਼੍ਰੀ ਧਨਵੰਤ ਸਿੰਘ ਰੰਧਾਵਾ ਨੇ ਕਿਹਾ ਕਿ ਸ਼੍ਰੀ ਸਿੱਧੂ ਵਲੋਂ ਉਹਨਾਂ ਦੇ ਖਿਲਾਫ ਲਗਾਏ ਗਏ ਸਾਰੇ ਇਲਜ਼ਾਮ ਝੂਠੇ ਅਤੇ ਬੇਬੁਨਿਆਦ ਹਨ। bbox=[458, 1974, 624, 2054]
sudoku-grid bbox=[1177, 555, 1515, 908]
sudoku-cell: 6 bbox=[1327, 835, 1364, 875]
article-bdpo bbox=[15, 1844, 1153, 2375]
article-teachers bbox=[15, 730, 585, 1177]
paragraph: ਹਰਿਆਣਾ ਦੇ ਮੁੱਖ ਮੰਤਰੀ ਨਾਇਬ ਸਿੰਘ ਸੈਣੀ ਨੇ ਮੰਗਲਵਾਰ ਨੂੰ ਡਾਕਟਰਜ਼ ਡੇਅ ਮੌਕੇ ਹੋਟਲ ਵਿੱਚ ਆਯੋਜਿਤ ਇੱਕ ਸਨਮਾਨ ਸਮਾਰੋਹ ਦੌਰਾਨ ਪੰਚਕੂਲਾ ਦੇ ਸੀਨੀਅਰ ਕਿਡਨੀ ਟ੍ਰਾਂਸਪਲਾਂਟ ਸਰਜਨ ਡਾ. ਨੀਰਜ ਗੋਇਲ ਨੂੰ ਕਿਡਨੀ ਟ੍ਰਾਂਸਪਲਾਂਟੇਸ਼ਨ ਦੇ ਖੇਤਰ ਵਿੱਚ ਉਨ੍ਹਾਂ ਦੇ ਯੋਗਦਾਨ ਲਈ ਸਨਮਾਨਿਤ ਕੀਤਾ ਗਿਆ। bbox=[28, 256, 575, 303]
